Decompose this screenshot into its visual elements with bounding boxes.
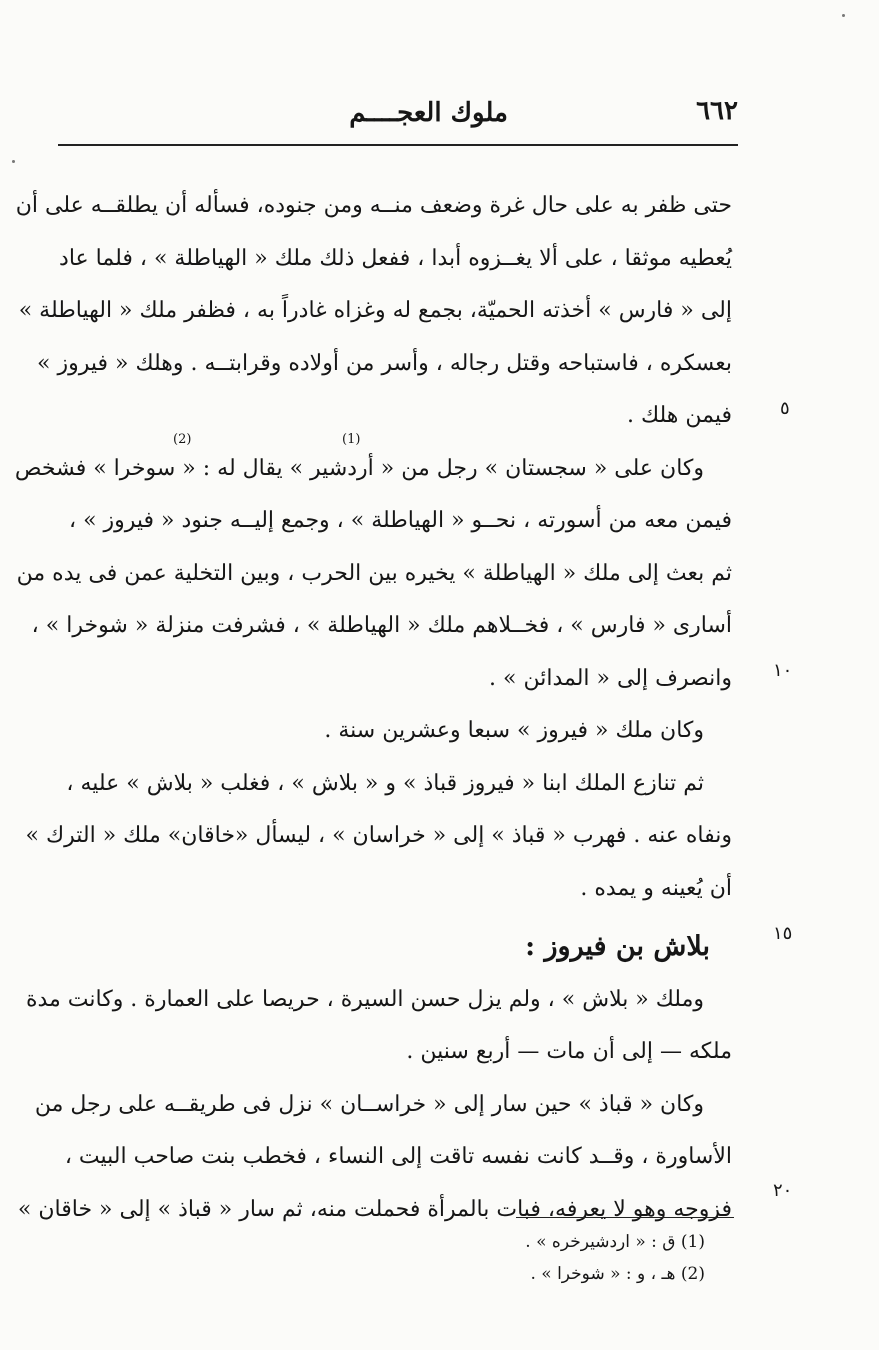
line-marker-10: ١٠ xyxy=(773,660,793,681)
line-marker-5: ٥ xyxy=(780,398,790,419)
footnote-2: (2) هـ ، و : « شوخرا » . xyxy=(530,1264,705,1284)
header-rule xyxy=(58,144,738,146)
body-text xyxy=(14,180,732,1236)
text-line: ملكه — إلى أن مات — أربع سنين . xyxy=(406,1039,732,1064)
text-line: ثم تنازع الملك ابنا « فيروز قباذ » و « بلاش » ، فغلب « بلاش » عليه ، xyxy=(66,770,704,796)
text-line: فزوجه وهو لا يعرفه، فبات بالمرأة فحملت منه، ثم سار « قباذ » إلى « خاقان » xyxy=(17,1196,732,1222)
page-number: ٦٦٢ xyxy=(696,96,738,126)
note-ref-2: (2) xyxy=(173,432,192,447)
paper-speck xyxy=(842,14,845,17)
text-line: أسارى « فارس » ، فخــلاهم ملك « الهياطلة » ، فشرفت منزلة « شوخرا » ، xyxy=(31,613,732,638)
paper-speck xyxy=(12,160,15,163)
line-marker-20: ٢٠ xyxy=(773,1180,793,1201)
text-line: وكان ملك « فيروز » سبعا وعشرين سنة . xyxy=(324,718,704,743)
text-line: حتى ظفر به على حال غرة وضعف منــه ومن جنوده، فسأله أن يطلقــه على أن xyxy=(15,193,732,218)
text-line: فيمن هلك . xyxy=(626,403,732,428)
footnote-1: (1) ق : « اردشيرخره » . xyxy=(525,1232,705,1252)
text-line: إلى « فارس » أخذته الحميّة، بجمع له وغزاه غادراً به ، فظفر ملك « الهياطلة » xyxy=(18,298,732,323)
footnotes xyxy=(380,1226,705,1290)
text-line: الأساورة ، وقــد كانت نفسه تاقت إلى النساء ، فخطب بنت صاحب البيت ، xyxy=(64,1144,732,1169)
note-ref-1: (1) xyxy=(342,432,361,447)
text-line: أن يُعينه و يمده . xyxy=(580,875,732,901)
text-line: يُعطيه موثقا ، على ألا يغــزوه أبدا ، ففعل ذلك ملك « الهياطلة » ، فلما عاد xyxy=(59,245,732,271)
text-line: وانصرف إلى « المدائن » . xyxy=(489,665,732,691)
text-line: وملك « بلاش » ، ولم يزل حسن السيرة ، حريصا على العمارة . وكانت مدة xyxy=(25,986,704,1012)
page-header xyxy=(58,96,738,136)
text-line: ونفاه عنه . فهرب « قباذ » إلى « خراسان » ، ليسأل «خاقان» ملك « الترك » xyxy=(25,823,732,848)
line-marker-15: ١٥ xyxy=(773,923,793,944)
text-line: ثم بعث إلى ملك « الهياطلة » يخيره بين الحرب ، وبين التخلية عمن فى يده من xyxy=(16,560,732,586)
text-line: بعسكره ، فاستباحه وقتل رجاله ، وأسر من أولاده وقرابتــه . وهلك « فيروز » xyxy=(37,350,732,376)
text-line: فيمن معه من أسورته ، نحــو « الهياطلة » ، وجمع إليــه جنود « فيروز » ، xyxy=(68,508,732,533)
text-line: وكان « قباذ » حين سار إلى « خراســان » نزل فى طريقــه على رجل من xyxy=(34,1091,704,1117)
text-line: وكان على « سجستان » رجل من « أردشير » يقال له : « سوخرا » فشخص xyxy=(14,455,704,481)
running-title: ملوك العجــــم xyxy=(349,98,508,128)
footnote-rule xyxy=(516,1217,734,1218)
section-heading: بلاش بن فيروز : xyxy=(525,931,710,962)
